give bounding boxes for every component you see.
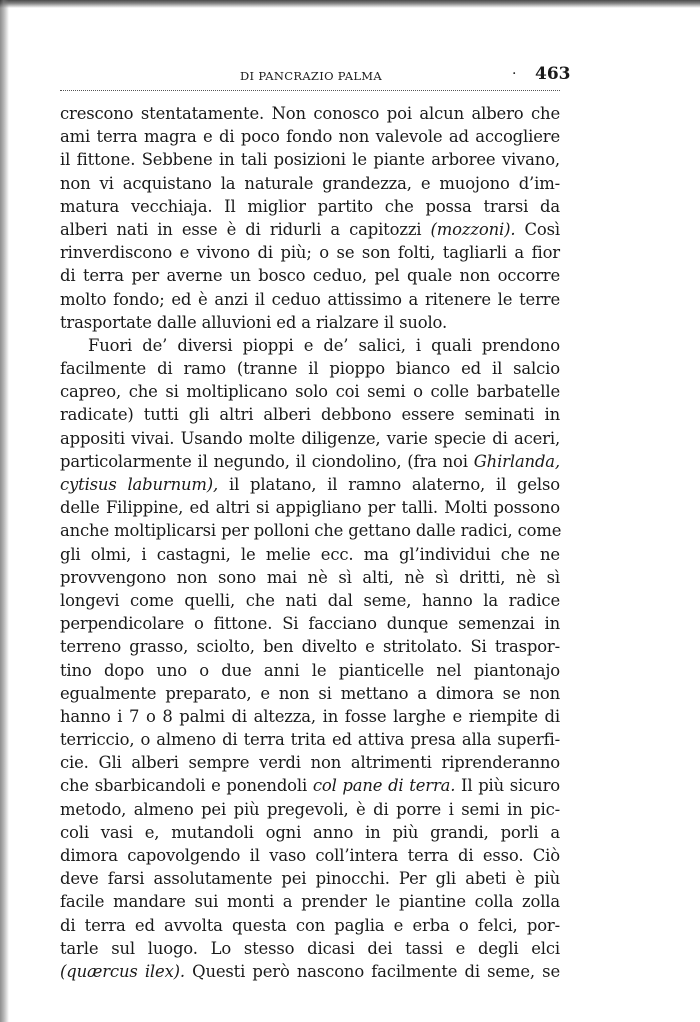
text-line	[60, 380, 560, 403]
text-span: egualmente preparato, e non si mettano a dimora se non	[60, 683, 560, 703]
header-separator: ·	[512, 66, 517, 82]
text-line	[60, 890, 560, 913]
running-head: DI PANCRAZIO PALMA	[240, 69, 382, 83]
text-span: appositi vivai. Usando molte diligenze, varie specie di aceri,	[60, 428, 560, 448]
italic-text: col pane di terra.	[312, 776, 456, 796]
text-line	[60, 357, 560, 380]
text-span: crescono stentatamente. Non conosco poi alcun albero che	[60, 104, 560, 123]
text-line	[60, 821, 560, 844]
text-span: particolarmente il negundo, il ciondolino, (fra noi	[60, 451, 474, 471]
text-span: coli vasi e, mutandoli ogni anno in più grandi, porli a	[60, 822, 560, 842]
text-span: Il più sicuro	[455, 776, 560, 796]
text-line	[60, 264, 560, 287]
text-line	[60, 334, 560, 357]
text-line	[60, 798, 560, 821]
italic-text: (quærcus ilex).	[60, 961, 185, 981]
text-line	[60, 125, 560, 148]
text-line	[60, 403, 560, 426]
text-span: rinverdiscono e vivono di più; o se son folti, tagliarli a fior	[60, 243, 560, 263]
text-span: capreo, che si moltiplicano solo coi semi o colle barbatelle	[60, 382, 560, 402]
text-span: matura vecchiaja. Il miglior partito che possa trarsi da	[60, 196, 560, 216]
text-span: Fuori de’ diversi pioppi e de’ salici, i quali prendono	[88, 335, 560, 355]
text-span: ami terra magra e di poco fondo non valevole ad accogliere	[60, 127, 560, 147]
text-span: radicate) tutti gli altri alberi debbono essere seminati in	[60, 405, 560, 425]
text-line	[60, 450, 560, 473]
text-span: Questi però nascono facilmente di seme, se	[184, 961, 560, 981]
text-span: deve farsi assolutamente pei pinocchi. Per gli abeti è più	[60, 869, 560, 889]
text-span: provvengono non sono mai nè sì alti, nè sì dritti, nè sì	[60, 567, 560, 587]
text-line	[60, 659, 560, 682]
page-number: 463	[535, 64, 571, 84]
scan-left-edge	[0, 0, 9, 1022]
text-span: terreno grasso, sciolto, ben divelto e stritolato. Si traspor-	[60, 637, 560, 657]
text-span: cie. Gli alberi sempre verdi non altrimenti riprenderanno	[60, 753, 560, 773]
text-line	[60, 682, 560, 705]
text-span: longevi come quelli, che nati dal seme, hanno la radice	[60, 590, 560, 610]
text-span: perpendicolare o fittone. Si facciano dunque semenzai in	[60, 614, 560, 634]
text-line	[60, 218, 560, 241]
text-span: che sbarbicandoli e ponendoli	[60, 776, 313, 796]
text-span: metodo, almeno pei più pregevoli, è di porre i semi in pic-	[60, 799, 560, 819]
header-rule	[60, 90, 560, 91]
text-span: il fittone. Sebbene in tali posizioni le piante arboree vivano,	[60, 150, 560, 170]
text-line	[60, 960, 560, 983]
text-line	[60, 543, 560, 566]
italic-text: (mozzoni).	[430, 219, 516, 239]
text-span: hanno i 7 o 8 palmi di altezza, in fosse larghe e riempite di	[60, 706, 560, 726]
body-text	[60, 102, 560, 983]
text-line	[60, 496, 560, 519]
page-header	[60, 64, 571, 86]
text-line	[60, 867, 560, 890]
text-line	[60, 728, 560, 751]
text-span: Così	[515, 219, 560, 239]
text-line	[60, 612, 560, 635]
text-line	[60, 427, 560, 450]
text-span: facile mandare sui monti a prender le piantine colla zolla	[60, 892, 560, 912]
italic-text: cytisus laburnum),	[60, 475, 219, 494]
text-line	[60, 589, 560, 612]
text-span: tarle sul luogo. Lo stesso dicasi dei tassi e degli elci	[60, 938, 560, 958]
text-line	[60, 751, 560, 774]
text-span: gli olmi, i castagni, le melie ecc. ma gl’individui che ne	[60, 544, 560, 564]
text-span: di terra ed avvolta questa con paglia e erba o felci, por-	[60, 915, 560, 935]
text-line	[60, 519, 560, 542]
text-span: molto fondo; ed è anzi il ceduo attissimo a ritenere le terre	[60, 289, 560, 309]
text-span: dimora capovolgendo il vaso coll’intera terra di esso. Ciò	[60, 846, 560, 865]
scan-top-edge	[0, 0, 700, 8]
text-span: terriccio, o almeno di terra trita ed attiva presa alla superfi-	[60, 730, 560, 750]
text-span: di terra per averne un bosco ceduo, pel quale non occorre	[60, 266, 560, 286]
text-line	[60, 937, 560, 960]
text-line	[60, 705, 560, 728]
text-line	[60, 288, 560, 311]
text-line	[60, 473, 560, 496]
text-line	[60, 844, 560, 867]
text-span: delle Filippine, ed altri si appigliano per talli. Molti possono	[60, 498, 560, 518]
text-line	[60, 914, 560, 937]
text-line	[60, 241, 560, 264]
text-line	[60, 635, 560, 658]
text-span: il platano, il ramno alaterno, il gelso	[218, 475, 560, 494]
text-span: alberi nati in esse è di ridurli a capitozzi	[60, 219, 431, 239]
text-line	[60, 172, 560, 195]
text-line	[60, 566, 560, 589]
text-span: non vi acquistano la naturale grandezza, e muojono d’im-	[60, 173, 560, 193]
text-line	[60, 311, 560, 334]
text-span: facilmente di ramo (tranne il pioppo bianco ed il salcio	[60, 359, 560, 379]
text-line	[60, 195, 560, 218]
text-span: anche moltiplicarsi per polloni che gettano dalle radici, come	[60, 521, 562, 541]
text-span: trasportate dalle alluvioni ed a rialzare il suolo.	[60, 312, 448, 332]
italic-text: Ghirlanda,	[473, 451, 560, 471]
text-span: tino dopo uno o due anni le pianticelle nel piantonajo	[60, 660, 560, 680]
text-line	[60, 102, 560, 125]
text-line	[60, 148, 560, 171]
text-line	[60, 774, 560, 797]
